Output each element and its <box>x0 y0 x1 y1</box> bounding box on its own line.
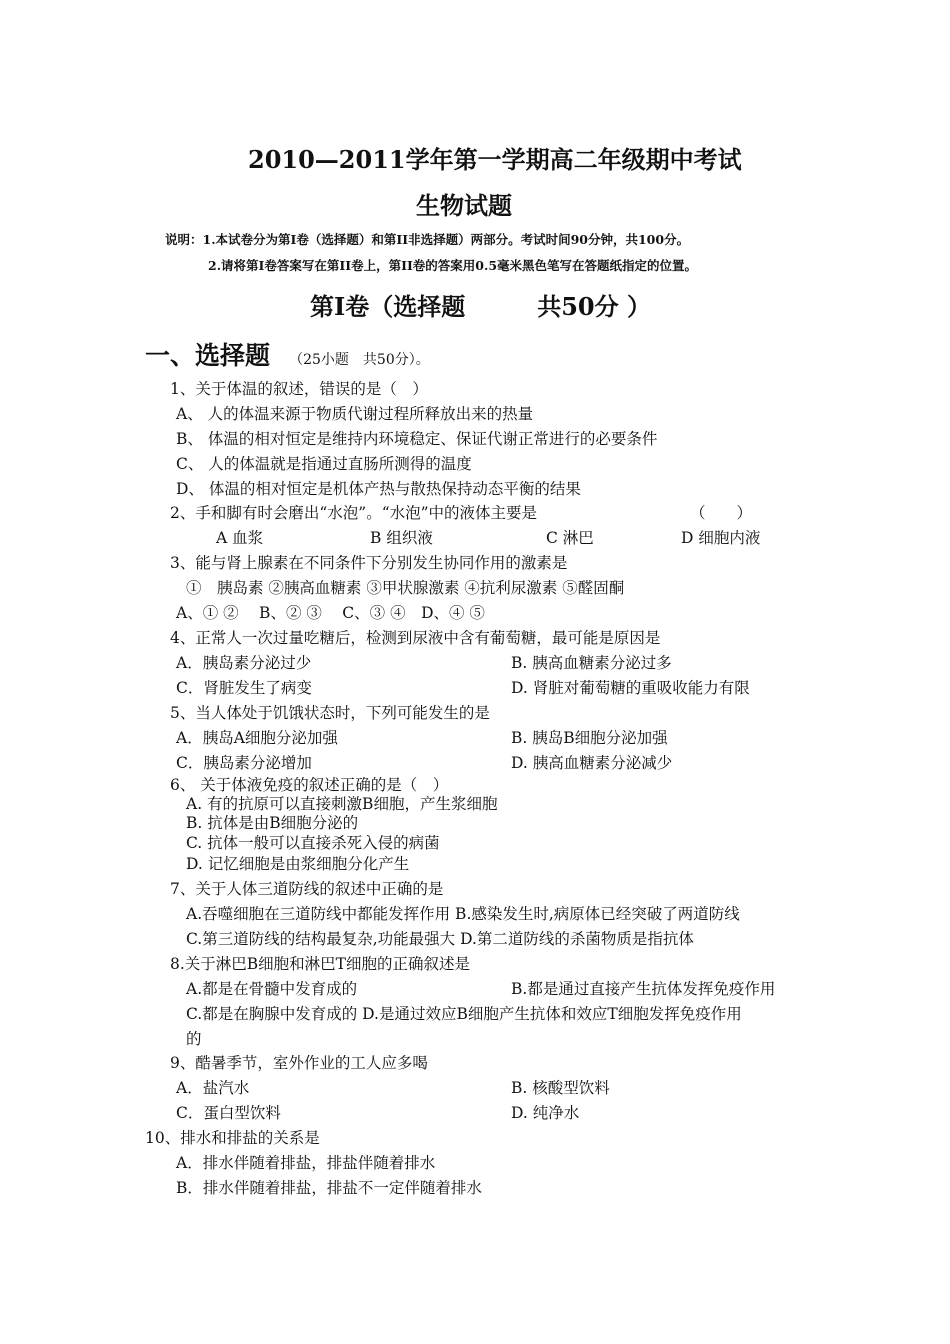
question-stem: 8.关于淋巴B细胞和淋巴T细胞的正确叙述是 <box>170 955 471 973</box>
subject-title: 生物试题 <box>416 191 512 220</box>
option-c: C．肾脏发生了病变 <box>176 679 312 697</box>
section-heading <box>145 336 430 372</box>
option-b: B、 体温的相对恒定是维持内环境稳定、保证代谢正常进行的必要条件 <box>176 430 658 448</box>
question-stem: 7、关于人体三道防线的叙述中正确的是 <box>170 880 444 898</box>
options-line-2: C.都是在胸腺中发育成的 D.是通过效应B细胞产生抗体和效应T细胞发挥免疫作用 <box>186 1005 742 1023</box>
option-b: B．排水伴随着排盐，排盐不一定伴随着排水 <box>176 1179 482 1197</box>
option-d: D、 体温的相对恒定是机体产热与散热保持动态平衡的结果 <box>176 480 581 498</box>
question-stem: 6、 关于体液免疫的叙述正确的是（ ） <box>170 776 449 794</box>
option-a: A．排水伴随着排盐，排盐伴随着排水 <box>176 1154 436 1172</box>
question-stem: 5、当人体处于饥饿状态时，下列可能发生的是 <box>170 704 490 722</box>
section-subtitle: （25小题 共50分）。 <box>289 352 430 368</box>
option-b: B. 抗体是由B细胞分泌的 <box>186 814 359 832</box>
volume-heading: 第Ⅰ卷（选择题 共50分 ） <box>310 292 651 321</box>
option-d: D. 记忆细胞是由浆细胞分化产生 <box>186 855 410 873</box>
options-line-2: C.第三道防线的结构最复杂,功能最强大 D.第二道防线的杀菌物质是指抗体 <box>186 930 694 948</box>
option-d: D. 纯净水 <box>511 1104 580 1122</box>
section-title: 一、选择题 <box>145 341 271 370</box>
option-c: C 淋巴 <box>546 529 594 547</box>
instruction-line-2: 2.请将第Ⅰ卷答案写在第II卷上，第II卷的答案用0.5毫米黑色笔写在答题纸指定的位置。 <box>208 258 698 273</box>
question-stem: 1、关于体温的叙述，错误的是（ ） <box>170 380 428 398</box>
option-c: C、 人的体温就是指通过直肠所测得的温度 <box>176 455 472 473</box>
option-b: B 组织液 <box>370 529 433 547</box>
option-a: A 血浆 <box>216 529 264 547</box>
option-a: A．胰岛A细胞分泌加强 <box>176 729 338 747</box>
question-stem: 4、正常人一次过量吃糖后，检测到尿液中含有葡萄糖，最可能是原因是 <box>170 629 661 647</box>
options-line-1: A.吞噬细胞在三道防线中都能发挥作用 B.感染发生时,病原体已经突破了两道防线 <box>186 905 740 923</box>
question-stem: 3、能与肾上腺素在不同条件下分别发生协同作用的激素是 <box>170 554 568 572</box>
option-c: C. 抗体一般可以直接杀死入侵的病菌 <box>186 834 440 852</box>
option-b: B. 胰岛B细胞分泌加强 <box>511 729 668 747</box>
answer-paren: （ ） <box>690 504 753 522</box>
hormone-list: ① 胰岛素 ②胰高血糖素 ③甲状腺激素 ④抗利尿激素 ⑤醛固酮 <box>186 579 625 597</box>
option-d: D. 胰高血糖素分泌减少 <box>511 754 673 772</box>
instruction-line-1: 说明：1.本试卷分为第Ⅰ卷（选择题）和第II非选择题）两部分。考试时间90分钟，共100分。 <box>165 232 690 247</box>
option-b: B.都是通过直接产生抗体发挥免疫作用 <box>511 980 776 998</box>
option-a: A．胰岛素分泌过少 <box>176 654 312 672</box>
exam-title: 2010—2011学年第一学期高二年级期中考试 <box>248 145 742 174</box>
option-c: C．胰岛素分泌增加 <box>176 754 312 772</box>
option-a: A.都是在骨髓中发育成的 <box>186 980 358 998</box>
question-stem: 2、手和脚有时会磨出“水泡”。“水泡”中的液体主要是 <box>170 504 538 522</box>
question-stem: 10、排水和排盐的关系是 <box>145 1129 320 1147</box>
option-b: B. 胰高血糖素分泌过多 <box>511 654 672 672</box>
option-a: A、 人的体温来源于物质代谢过程所释放出来的热量 <box>176 405 534 423</box>
option-d: D 细胞内液 <box>681 529 761 547</box>
option-a: A. 有的抗原可以直接刺激B细胞，产生浆细胞 <box>186 795 498 813</box>
option-b: B. 核酸型饮料 <box>511 1079 610 1097</box>
options-line-3: 的 <box>186 1030 202 1048</box>
question-stem: 9、酷暑季节，室外作业的工人应多喝 <box>170 1054 428 1072</box>
option-list: A、① ② B、② ③ C、③ ④ D、④ ⑤ <box>176 604 485 622</box>
option-c: C．蛋白型饮料 <box>176 1104 281 1122</box>
option-a: A．盐汽水 <box>176 1079 250 1097</box>
option-d: D. 肾脏对葡萄糖的重吸收能力有限 <box>511 679 750 697</box>
